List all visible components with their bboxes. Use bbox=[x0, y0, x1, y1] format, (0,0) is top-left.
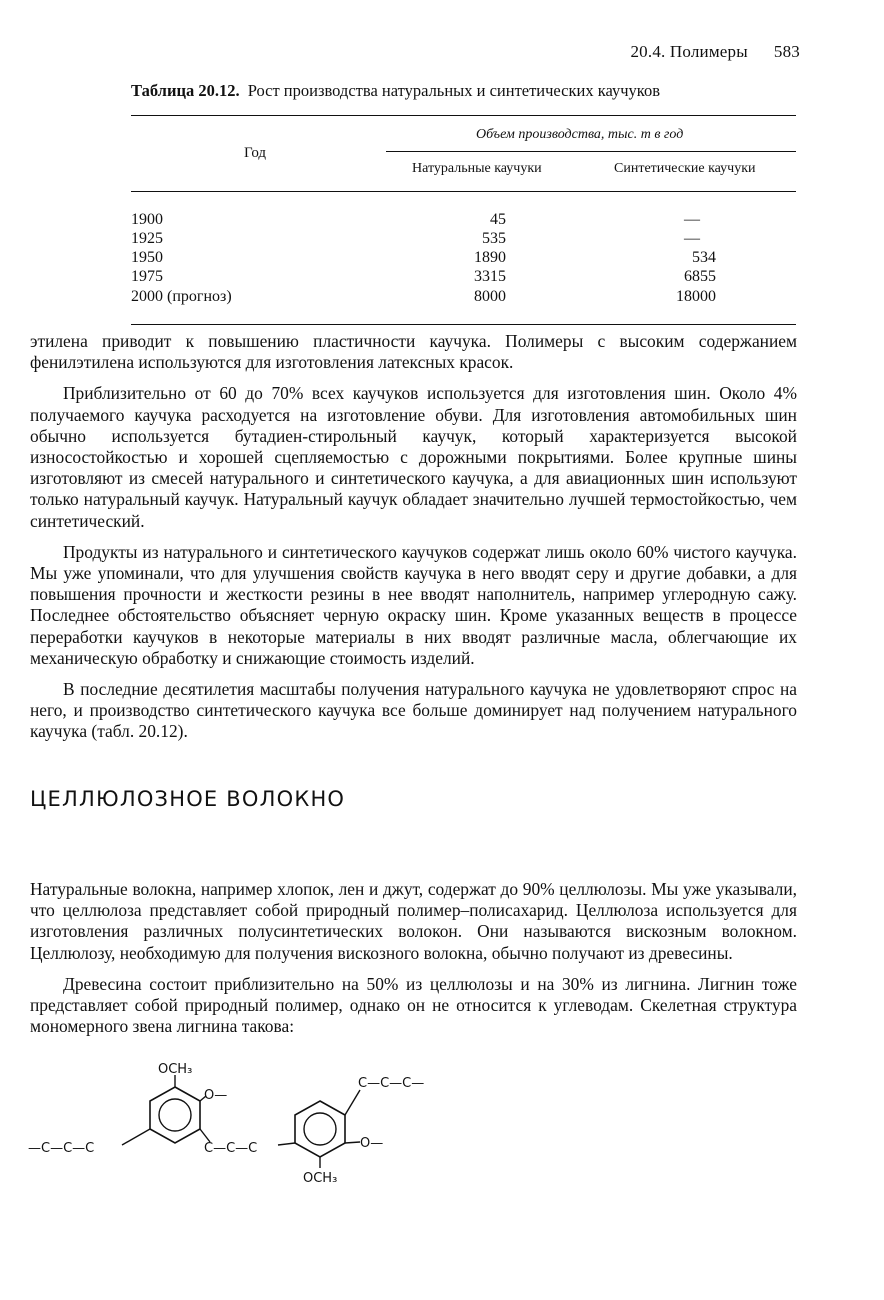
right-chain-label: C—C—C— bbox=[358, 1076, 425, 1091]
table-row bbox=[131, 211, 796, 231]
table-bottom-rule bbox=[131, 324, 796, 325]
left-chain-label: —C—C—C bbox=[28, 1141, 95, 1156]
cell-year: 2000 (прогноз) bbox=[131, 288, 232, 305]
section-header: 20.4. Полимеры bbox=[630, 42, 748, 61]
paragraph: Продукты из натурального и синтетического каучуков содержат лишь около 60% чистого каучука. Мы уже упоминали, что для улучшения свойств каучука в него вводят серу и другие добавки, а для повышения прочности и жесткости резины в нее вводят наполнитель, например углеродную сажу. Последнее обстоятельство объясняет черную окраску шин. Кроме указанных веществ в процессе переработки каучуков в некоторые материалы в них вводят различные масла, облегчающие их механическую обработку и снижающие стоимость изделий. bbox=[30, 541, 797, 668]
benzene-ring-left bbox=[150, 1087, 200, 1143]
cell-natural: 535 bbox=[482, 230, 506, 247]
running-head bbox=[630, 42, 800, 62]
section-title: ЦЕЛЛЮЛОЗНОЕ ВОЛОКНО bbox=[30, 787, 346, 811]
table-group-rule bbox=[386, 151, 796, 152]
cell-natural: 8000 bbox=[474, 288, 506, 305]
aromatic-circle-left bbox=[159, 1099, 191, 1131]
cell-synthetic: 6855 bbox=[684, 268, 716, 285]
cell-natural: 3315 bbox=[474, 268, 506, 285]
table-header-rule bbox=[131, 191, 796, 192]
table-row bbox=[131, 268, 796, 288]
table-caption-label: Таблица 20.12. bbox=[131, 81, 240, 100]
cell-synthetic: — bbox=[684, 211, 700, 228]
aromatic-circle-right bbox=[304, 1113, 336, 1145]
mid-chain-label: C—C—C bbox=[204, 1141, 258, 1156]
body-text-lower bbox=[30, 879, 797, 1047]
col-header-synthetic: Синтетические каучуки bbox=[614, 161, 756, 176]
bond bbox=[345, 1090, 360, 1115]
bond bbox=[278, 1143, 295, 1145]
table-row bbox=[131, 288, 796, 308]
benzene-ring-right bbox=[295, 1101, 345, 1157]
cell-synthetic: — bbox=[684, 230, 700, 247]
paragraph: Натуральные волокна, например хлопок, лен и джут, содержат до 90% целлюлозы. Мы уже указывали, что целлюлоза представляет собой природный полимер–полисахарид. Целлюлоза используется для изготовления различных полусинтетических волокон. Они называются вискозным волокном. Целлюлозу, необходимую для получения вискозного волокна, обычно получают из древесины. bbox=[30, 879, 797, 963]
oxy-top-label: O— bbox=[204, 1088, 228, 1103]
cell-year: 1950 bbox=[131, 249, 163, 266]
methoxy-top-label: OCH₃ bbox=[158, 1062, 193, 1077]
bond bbox=[345, 1142, 360, 1143]
col-header-natural: Натуральные каучуки bbox=[412, 161, 542, 176]
cell-synthetic: 18000 bbox=[676, 288, 716, 305]
table-caption-text: Рост производства натуральных и синтетических каучуков bbox=[247, 81, 660, 100]
page-number: 583 bbox=[773, 42, 800, 61]
paragraph: этилена приводит к повышению пластичности каучука. Полимеры с высоким содержанием фенилэтилена используются для изготовления латексных красок. bbox=[30, 331, 797, 373]
col-header-year: Год bbox=[244, 145, 267, 161]
col-group-header: Объем производства, тыс. т в год bbox=[476, 127, 684, 142]
cell-year: 1975 bbox=[131, 268, 163, 285]
paragraph: Приблизительно от 60 до 70% всех каучуков используется для изготовления шин. Около 4% получаемого каучука расходуется на изготовление обуви. Для изготовления автомобильных шин обычно используется бутадиен-стирольный каучук, который характеризуется высокой износостойкостью и хорошей сцепляемостью с дорожными покрытиями. Более крупные шины изготовляют из смесей натурального и синтетического каучука, а для авиационных шин используют только натуральный каучук. Натуральный каучук обладает значительно лучшей термостойкостью, чем синтетический. bbox=[30, 383, 797, 531]
cell-natural: 1890 bbox=[474, 249, 506, 266]
methoxy-bottom-label: OCH₃ bbox=[303, 1171, 338, 1186]
oxy-right-label: O— bbox=[360, 1136, 384, 1151]
cell-year: 1925 bbox=[131, 230, 163, 247]
paragraph: Древесина состоит приблизительно на 50% из целлюлозы и на 30% из лигнина. Лигнин тоже представляет собой природный полимер, однако он не относится к углеводам. Скелетная структура мономерного звена лигнина такова: bbox=[30, 973, 797, 1037]
table-row bbox=[131, 230, 796, 250]
lignin-structure-diagram bbox=[20, 1060, 480, 1190]
table-caption bbox=[131, 81, 660, 101]
table-row bbox=[131, 249, 796, 269]
cell-year: 1900 bbox=[131, 211, 163, 228]
table-top-rule bbox=[131, 115, 796, 116]
cell-natural: 45 bbox=[490, 211, 506, 228]
body-text-upper bbox=[30, 331, 797, 753]
cell-synthetic: 534 bbox=[692, 249, 716, 266]
paragraph: В последние десятилетия масштабы получения натурального каучука не удовлетворяют спрос на него, и производство синтетического каучука все больше доминирует над получением натурального каучука (табл. 20.12). bbox=[30, 679, 797, 742]
bond bbox=[122, 1129, 150, 1145]
